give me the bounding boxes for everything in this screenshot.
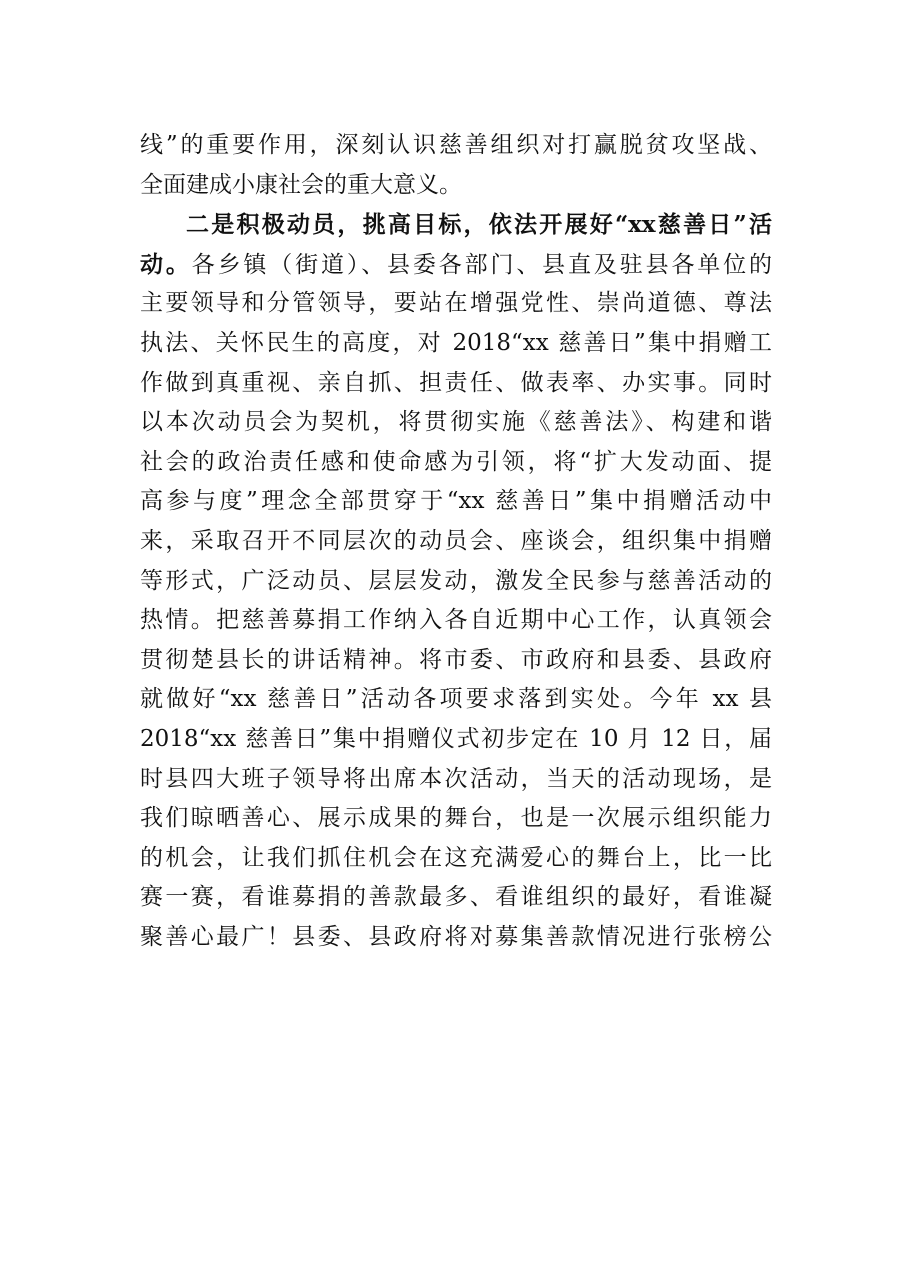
text-line (140, 166, 772, 206)
text-line (140, 245, 772, 285)
line-text: 线”的重要作用，深刻认识慈善组织对打赢脱贫攻坚战、 (140, 132, 772, 158)
text-line (140, 284, 772, 324)
line-text: 2018“xx 慈善日”集中捐赠仪式初步定在 10 月 12 日，届 (140, 725, 772, 752)
line-text: 主要领导和分管领导，要站在增强党性、崇尚道德、尊法 (140, 290, 772, 317)
text-line (140, 364, 772, 404)
line-text: 全面建成小康社会的重大意义。 (140, 171, 462, 198)
text-line (140, 839, 772, 879)
line-text: 作做到真重视、亲自抓、担责任、做表率、办实事。同时 (140, 369, 772, 396)
text-line (140, 641, 772, 681)
text-line (140, 562, 772, 602)
text-line (140, 680, 772, 720)
text-line (140, 205, 772, 245)
line-text: 就做好“xx 慈善日”活动各项要求落到实处。今年 xx 县 (140, 686, 772, 713)
line-text: 高参与度”理念全部贯穿于“xx 慈善日”集中捐赠活动中 (140, 488, 772, 515)
line-text: 执法、关怀民生的高度，对 2018“xx 慈善日”集中捐赠工 (140, 329, 772, 356)
text-line (140, 482, 772, 522)
line-text: 时县四大班子领导将出席本次活动，当天的活动现场，是 (140, 765, 772, 792)
text-line (140, 601, 772, 641)
bold-heading: 动。 (140, 250, 192, 278)
text-line (140, 443, 772, 483)
text-line (140, 522, 772, 562)
line-text: 以本次动员会为契机，将贯彻实施《慈善法》、构建和谐 (140, 409, 772, 436)
line-text: 社会的政治责任感和使命感为引领，将“扩大发动面、提 (140, 448, 772, 475)
line-text: 聚善心最广！县委、县政府将对募集善款情况进行张榜公 (140, 923, 772, 950)
text-line (140, 403, 772, 443)
body-text (140, 126, 772, 957)
line-text: 赛一赛，看谁募捐的善款最多、看谁组织的最好，看谁凝 (140, 884, 772, 911)
text-line (140, 126, 772, 166)
text-line (140, 878, 772, 918)
line-text: 等形式，广泛动员、层层发动，激发全民参与慈善活动的 (140, 567, 772, 594)
line-text: 我们晾晒善心、展示成果的舞台，也是一次展示组织能力 (140, 805, 772, 832)
line-text: 贯彻楚县长的讲话精神。将市委、市政府和县委、县政府 (140, 646, 772, 673)
line-text: 各乡镇（街道）、县委各部门、县直及驻县各单位的 (191, 251, 772, 278)
line-text: 来，采取召开不同层次的动员会、座谈会，组织集中捐赠 (140, 527, 772, 554)
text-line (140, 760, 772, 800)
line-text: 的机会，让我们抓住机会在这充满爱心的舞台上，比一比 (140, 844, 772, 871)
line-text: 热情。把慈善募捐工作纳入各自近期中心工作，认真领会 (140, 607, 772, 634)
text-line (140, 720, 772, 760)
bold-heading: 二是积极动员，挑高目标，依法开展好“xx慈善日”活 (186, 211, 772, 239)
text-line (140, 799, 772, 839)
text-line (140, 324, 772, 364)
text-line (140, 918, 772, 958)
